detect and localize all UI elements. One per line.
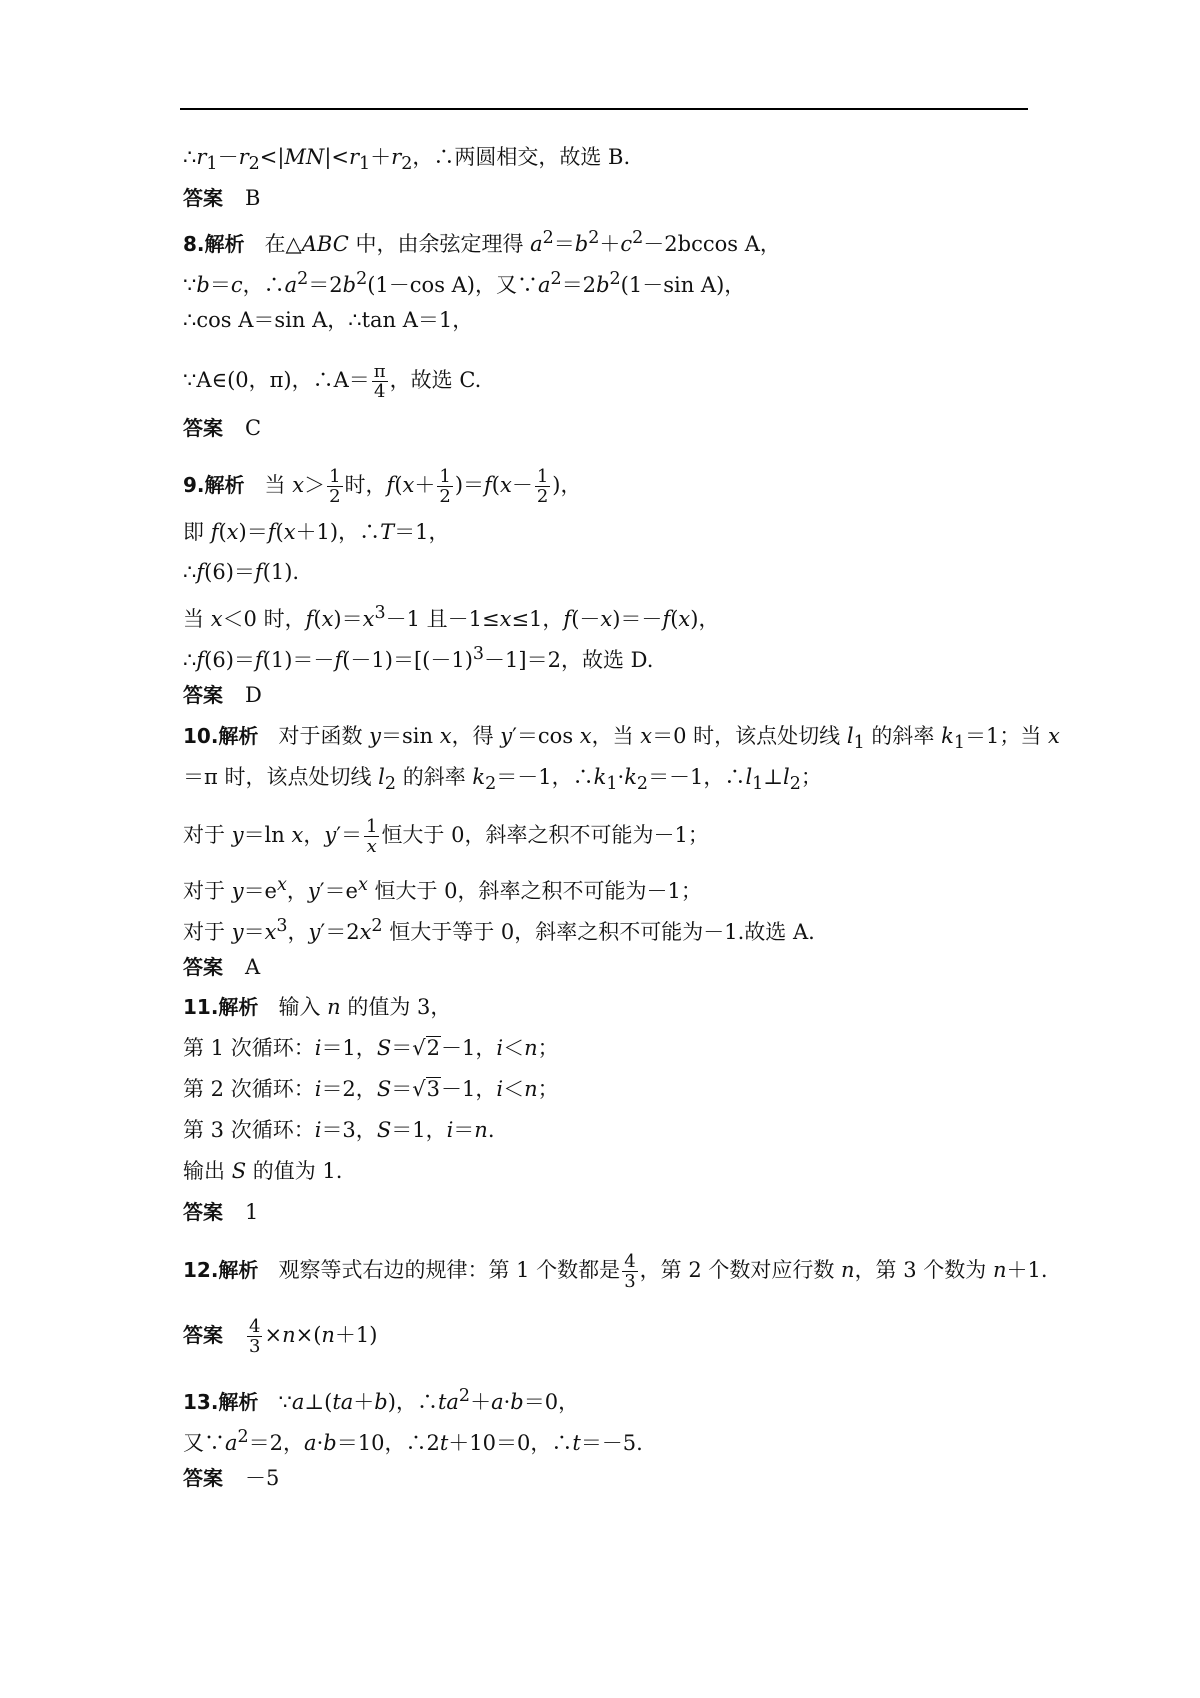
line-content: 1 bbox=[245, 1200, 259, 1224]
answer-label: 答案 bbox=[183, 1323, 223, 1347]
line-content: －5 bbox=[245, 1466, 280, 1490]
line-content: 又$\because a^2=2$，a·b＝10，∴2t＋10＝0，∴t＝－5. bbox=[183, 1427, 643, 1455]
solution-heading: 9.解析 bbox=[183, 473, 245, 497]
text-line bbox=[183, 817, 709, 856]
line-content: ∵b＝c，$\therefore a^2=2b^2(1-\cos$ A)，又$\because a^2=2b^2(1-\sin$ A)， bbox=[183, 269, 746, 297]
line-content: ＝π 时，该点处切线 $l_2$ 的斜率 $k_2=-1$，$\therefore k_1\cdot k_2=-1$，$\therefore l_1\perp l_2$； bbox=[183, 765, 822, 795]
line-content: A bbox=[245, 955, 261, 979]
answer-line bbox=[183, 414, 261, 442]
line-content: 观察等式右边的规律：第 1 个数都是 $\frac{4}{3}$ ，第 2 个数对应行数 n，第 3 个数为 n＋1. bbox=[278, 1251, 1048, 1292]
solution-heading-line bbox=[183, 993, 451, 1021]
answer-line bbox=[183, 184, 260, 212]
line-content: 当 x＞ $\frac{1}{2}$ 时，f(x＋ $\frac{1}{2}$ )＝f(x－ $\frac{1}{2}$ )， bbox=[264, 466, 582, 507]
line-content: 对于 $y=e^x$，$y'=e^x$ 恒大于 0，斜率之积不可能为－1； bbox=[183, 875, 702, 903]
text-line bbox=[183, 265, 745, 299]
solution-heading: 13.解析 bbox=[183, 1390, 259, 1414]
solution-heading: 8.解析 bbox=[183, 232, 245, 256]
answer-line bbox=[183, 953, 260, 981]
text-line bbox=[183, 1034, 559, 1062]
solution-heading: 12.解析 bbox=[183, 1258, 259, 1282]
solution-heading-line bbox=[183, 1382, 579, 1416]
line-content: 在△ABC 中，由余弦定理得 $a^2=b^2+c^2-2bccos$ A， bbox=[264, 228, 781, 256]
line-content: ∵A∈(0，π)，∴A＝ $\frac{\pi}{4}$ ，故选 C. bbox=[183, 361, 482, 402]
solution-heading: 10.解析 bbox=[183, 724, 259, 748]
text-line bbox=[183, 871, 702, 905]
line-content: 即 f(x)＝f(x＋1)，∴T＝1， bbox=[183, 520, 450, 544]
text-line bbox=[183, 1075, 559, 1103]
line-content: ∵a⊥(ta＋b)，$\therefore ta^2+a\cdot b=0$， bbox=[278, 1386, 580, 1414]
line-content: 对于 $y=x^3$，$y'=2x^2$ 恒大于等于 0，斜率之积不可能为－1.故选 A. bbox=[183, 916, 815, 944]
solution-heading-line bbox=[183, 1252, 1048, 1291]
line-content: $\therefore r_1-r_2<|MN|<r_1+r_2$，∴两圆相交，故选 B. bbox=[183, 145, 631, 175]
line-content: $\frac{4}{3}$ ×n×(n＋1) bbox=[249, 1316, 378, 1357]
header-rule bbox=[180, 108, 1028, 110]
line-content: 第 1 次循环：i＝1，S＝√2－1，i＜n； bbox=[183, 1036, 559, 1060]
line-content: $\therefore f(6)=f(1)=-f(-1)=[(-1)^3-1]=2$，故选 D. bbox=[183, 644, 654, 672]
line-content: C bbox=[245, 416, 262, 440]
text-line bbox=[183, 1423, 643, 1457]
answer-line bbox=[183, 1198, 258, 1226]
line-content: 对于 y＝ln x，y′＝ $\frac{1}{x}$ 恒大于 0，斜率之积不可能为－1； bbox=[183, 816, 709, 857]
solution-heading-line bbox=[183, 224, 781, 258]
text-line bbox=[183, 763, 822, 798]
text-line bbox=[183, 1116, 495, 1144]
line-content: ∴f(6)＝f(1). bbox=[183, 560, 300, 584]
text-line bbox=[183, 912, 815, 946]
answer-label: 答案 bbox=[183, 1200, 223, 1224]
solution-heading-line bbox=[183, 467, 582, 506]
text-line bbox=[183, 599, 719, 633]
line-content: B bbox=[245, 186, 261, 210]
text-line bbox=[183, 518, 450, 546]
line-content: ∴cos A＝sin A，∴tan A＝1， bbox=[183, 308, 474, 332]
solution-heading: 11.解析 bbox=[183, 995, 259, 1019]
answer-line bbox=[183, 681, 262, 709]
line-content: 第 2 次循环：i＝2，S＝√3－1，i＜n； bbox=[183, 1077, 559, 1101]
line-content: 第 3 次循环：i＝3，S＝1，i＝n. bbox=[183, 1118, 495, 1142]
text-line bbox=[183, 143, 630, 178]
answer-label: 答案 bbox=[183, 1466, 223, 1490]
solution-heading-line bbox=[183, 722, 1060, 757]
text-line bbox=[183, 1157, 342, 1185]
answer-label: 答案 bbox=[183, 186, 223, 210]
text-line bbox=[183, 640, 653, 674]
answer-line bbox=[183, 1464, 279, 1492]
line-content: 当 x＜0 时，$f(x)=x^3-1$ 且－1≤x≤1，f(－x)＝－f(x)， bbox=[183, 603, 720, 631]
line-content: 输入 n 的值为 3， bbox=[278, 995, 452, 1019]
answer-line bbox=[183, 1317, 377, 1356]
text-line bbox=[183, 362, 481, 401]
answer-label: 答案 bbox=[183, 416, 223, 440]
line-content: D bbox=[245, 683, 262, 707]
line-content: 对于函数 y＝sin x，得 y′＝cos x，当 x＝0 时，该点处切线 $l_1$ 的斜率 $k_1=1$；当 x bbox=[278, 724, 1060, 754]
line-content: 输出 S 的值为 1. bbox=[183, 1159, 343, 1183]
answer-label: 答案 bbox=[183, 683, 223, 707]
text-line bbox=[183, 306, 473, 334]
text-line bbox=[183, 558, 299, 586]
answer-label: 答案 bbox=[183, 955, 223, 979]
